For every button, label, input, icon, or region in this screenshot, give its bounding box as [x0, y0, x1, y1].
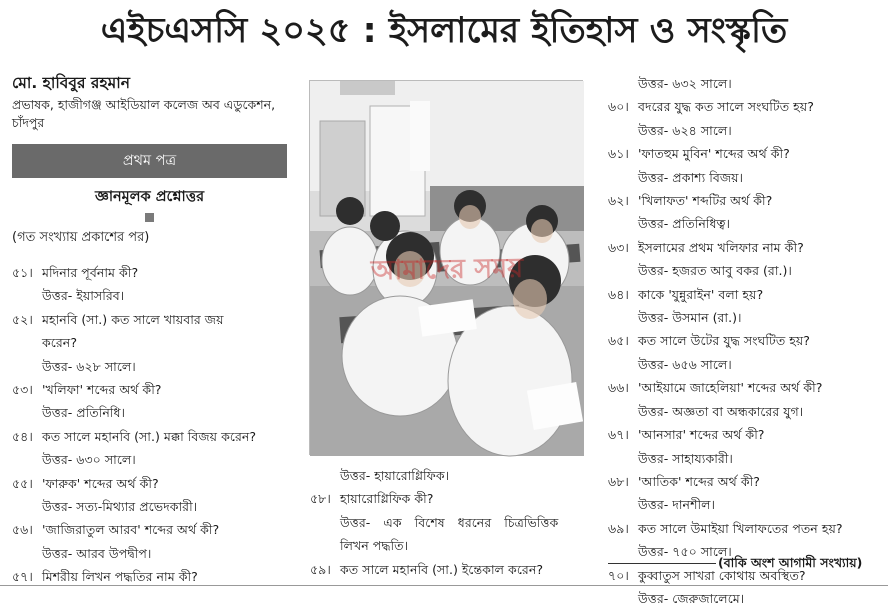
question: [608, 470, 886, 493]
question-number: ৫৯।: [310, 561, 331, 577]
column-two: [310, 464, 600, 581]
question-text: 'ফারুক' শব্দের অর্থ কী?: [42, 475, 159, 491]
column-one: [12, 72, 292, 589]
answer: উত্তর- ৬৩০ সালে।: [42, 452, 136, 468]
section-subtitle: জ্ঞানমূলক প্রশ্নোত্তর: [94, 189, 205, 205]
qa-list: [12, 261, 292, 589]
answer: উত্তর- উসমান (রা.)।: [638, 310, 742, 326]
question: [608, 329, 886, 352]
question-number: ৬৪।: [608, 286, 629, 302]
question-text: কত সালে মহানবি (সা.) মক্কা বিজয় করেন?: [42, 428, 257, 444]
answer: উত্তর- আরব উপদ্বীপ।: [42, 545, 152, 561]
answer: উত্তর- ইয়াসরিব।: [42, 288, 125, 304]
question-number: ৬৮।: [608, 473, 629, 489]
question-text: 'ফাতহুম মুবিন' শব্দের অর্থ কী?: [638, 146, 790, 162]
question-text: 'আনসার' শব্দের অর্থ কী?: [638, 427, 765, 443]
question-number: ৬৭।: [608, 427, 629, 443]
question: [608, 283, 886, 306]
column-three: [608, 72, 886, 610]
continuation-note: (গত সংখ্যায় প্রকাশের পর): [12, 230, 150, 245]
question-text: বদরের যুদ্ধ কত সালে সংঘটিত হয়?: [638, 99, 814, 115]
question: [608, 189, 886, 212]
question-number: ৬৫।: [608, 333, 629, 349]
answer: উত্তর- প্রতিনিধি।: [42, 405, 126, 421]
answer: [310, 511, 600, 534]
question: [12, 308, 292, 331]
author-designation: প্রভাষক, হাজীগঞ্জ আইডিয়াল কলেজ অব এডুকেশন, চাঁদপুর: [12, 97, 276, 130]
answer: উত্তর- সাহায্যকারী।: [638, 450, 733, 466]
question: [12, 518, 292, 541]
question-number: ৫৫।: [12, 475, 33, 491]
question-number: ৫৭।: [12, 569, 33, 585]
question: [608, 142, 886, 165]
answer: উত্তর- অজ্ঞতা বা অন্ধকারের যুগ।: [638, 403, 804, 419]
answer: উত্তর- ৬২৪ সালে।: [638, 122, 732, 138]
end-note: (বাকি অংশ আগামী সংখ্যায়): [718, 555, 863, 570]
answer: উত্তর- প্রকাশ্য বিজয়।: [638, 169, 744, 185]
question: [608, 236, 886, 259]
question: [12, 378, 292, 401]
answer: উত্তর- ৬২৮ সালে।: [42, 358, 136, 374]
question-number: ৫১।: [12, 265, 33, 280]
answer-text: উত্তর- এক বিশেষ ধরনের চিত্রভিত্তিক: [340, 514, 559, 530]
question-text: 'আতিক' শব্দের অর্থ কী?: [638, 473, 760, 489]
paper-banner: প্রথম পত্র: [12, 144, 287, 178]
question: [12, 425, 292, 448]
question-number: ৬২।: [608, 193, 629, 209]
question: [310, 487, 600, 510]
answer: উত্তর- ৬৩২ সালে।: [638, 76, 732, 91]
qa-list: [608, 72, 886, 610]
question-text: কত সালে উটের যুদ্ধ সংঘটিত হয়?: [638, 333, 810, 349]
question-number: ৭০।: [608, 567, 629, 583]
question: [12, 261, 292, 284]
question-number: ৬৯।: [608, 520, 629, 536]
question-text: কত সালে উমাইয়া খিলাফতের পতন হয়?: [638, 520, 843, 536]
question-text: 'আইয়ামে জাহেলিয়া' শব্দের অর্থ কী?: [638, 380, 823, 396]
question: [608, 376, 886, 399]
answer: উত্তর- হায়ারোগ্লিফিক।: [340, 468, 450, 483]
answer-cont: লিখন পদ্ধতি।: [340, 538, 409, 554]
question-text: কুব্বাতুস সাখরা কোথায় অবস্থিত?: [638, 567, 806, 583]
qa-list: [310, 464, 600, 581]
exam-hall-photo: [309, 80, 583, 455]
question: [608, 95, 886, 118]
author-name: মো. হাবিবুর রহমান: [12, 74, 130, 92]
square-ornament-icon: [145, 213, 154, 222]
question-text: মদিনার পূর্বনাম কী?: [42, 265, 139, 280]
question-text: কাকে 'যুন্নুরাইন' বলা হয়?: [638, 286, 764, 302]
answer: উত্তর- হজরত আবু বকর (রা.)।: [638, 263, 792, 279]
question-number: ৬১।: [608, 146, 629, 162]
answer: উত্তর- জেরুজালেমে।: [638, 590, 745, 606]
question: [12, 472, 292, 495]
question-number: ৬৬।: [608, 380, 629, 396]
question: [608, 517, 886, 540]
answer: উত্তর- ৬৫৬ সালে।: [638, 356, 732, 372]
answer: উত্তর- প্রতিনিধিত্ব।: [638, 216, 730, 232]
page-headline: এইচএসসি ২০২৫ : ইসলামের ইতিহাস ও সংস্কৃতি: [100, 11, 788, 51]
question-number: ৬৩।: [608, 239, 629, 255]
question-text-cont: করেন?: [42, 335, 77, 351]
question-text: মহানবি (সা.) কত সালে খায়বার জয়: [42, 311, 224, 327]
question-text: ইসলামের প্রথম খলিফার নাম কী?: [638, 239, 804, 255]
divider-square: [12, 211, 287, 225]
question-text: হায়ারোগ্লিফিক কী?: [340, 491, 434, 507]
bottom-rule: [0, 585, 888, 586]
question-text: মিশরীয় লিখন পদ্ধতির নাম কী?: [42, 569, 198, 585]
question-text: 'খিলাফত' শব্দটির অর্থ কী?: [638, 193, 773, 209]
question: [310, 558, 600, 581]
question: [608, 423, 886, 446]
question-number: ৫২।: [12, 311, 33, 327]
question-text: কত সালে মহানবি (সা.) ইন্তেকাল করেন?: [340, 561, 544, 577]
question-number: ৫৮।: [310, 491, 331, 507]
answer: উত্তর- সত্য-মিথ্যার প্রভেদকারী।: [42, 499, 198, 515]
question-number: ৫৪।: [12, 428, 33, 444]
answer: উত্তর- ৭৫০ সালে।: [638, 544, 732, 560]
question-text: 'খলিফা' শব্দের অর্থ কী?: [42, 382, 162, 398]
question-text: 'জাজিরাতুল আরব' শব্দের অর্থ কী?: [42, 522, 220, 538]
question-number: ৫৬।: [12, 522, 33, 538]
question-number: ৫৩।: [12, 382, 33, 398]
answer: উত্তর- দানশীল।: [638, 497, 716, 513]
end-rule: [608, 563, 716, 564]
photo-watermark: আমাদের সময়: [370, 252, 524, 287]
question-number: ৬০।: [608, 99, 629, 115]
